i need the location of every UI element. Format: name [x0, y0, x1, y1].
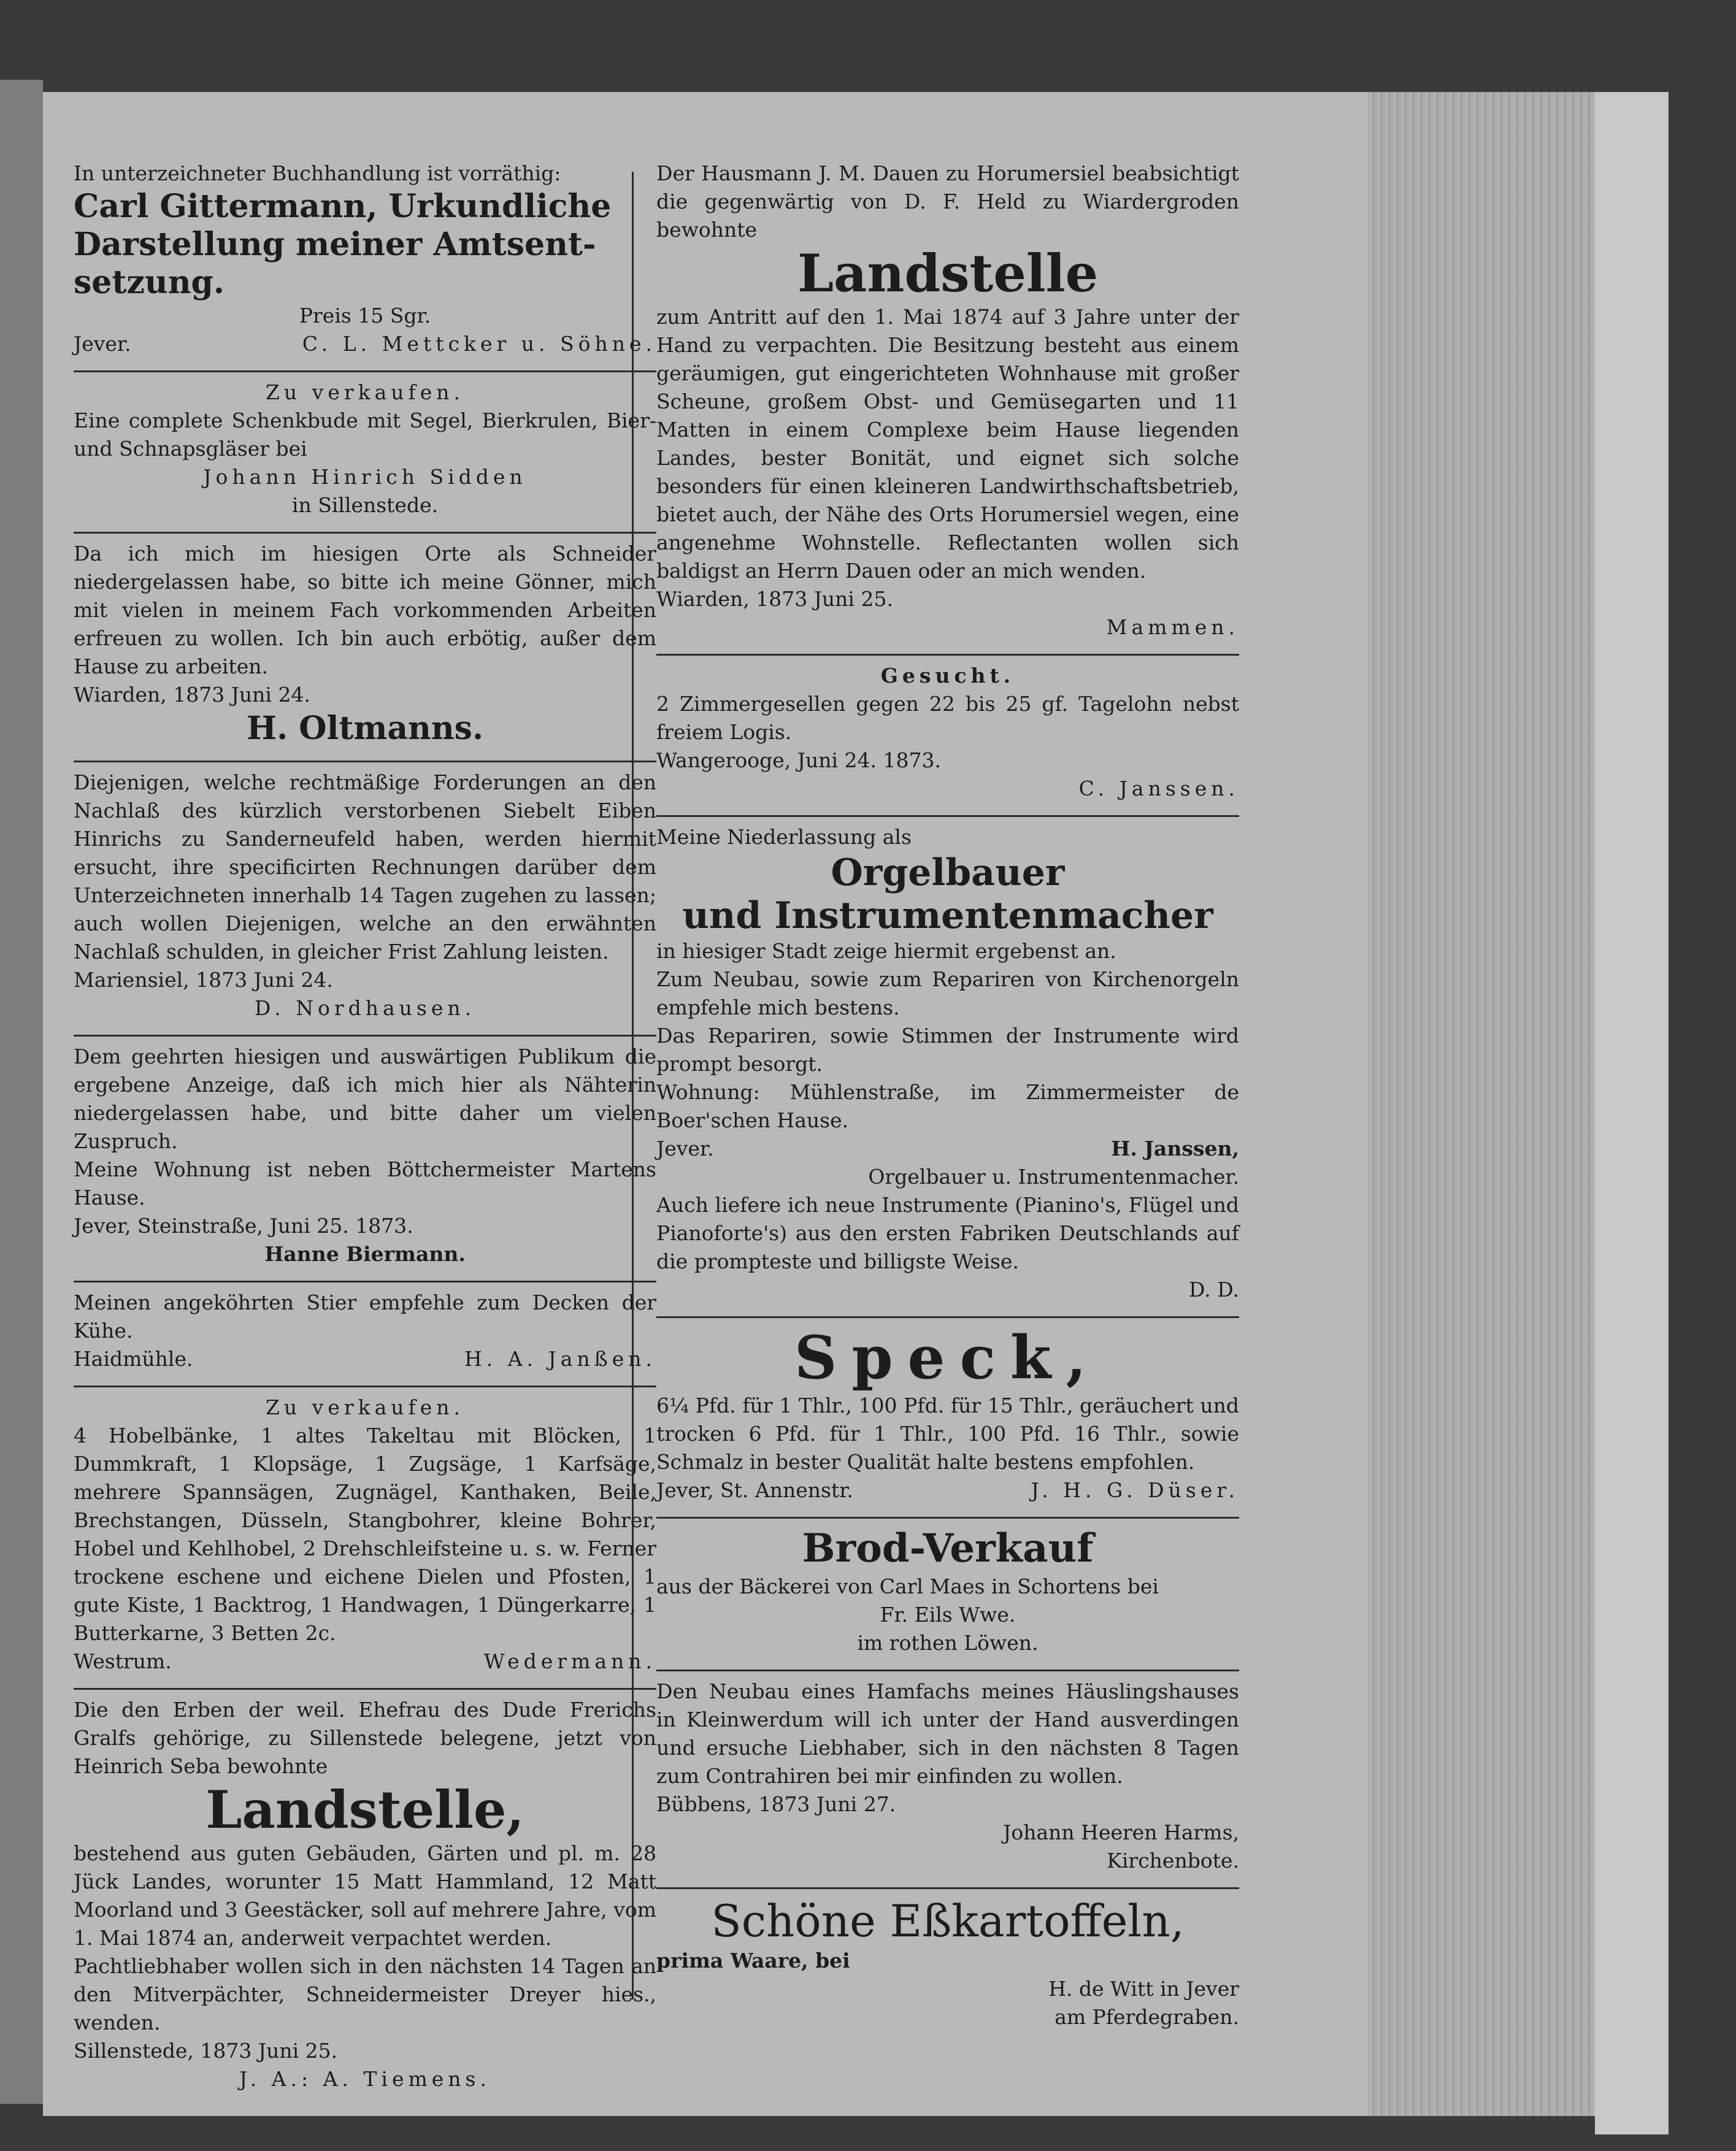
ad-separator [74, 532, 656, 534]
ad-separator [74, 1688, 656, 1690]
signature: Hanne Biermann. [264, 1242, 466, 1266]
signature-place: in Sillenstede. [291, 493, 439, 517]
ad-body: Dem geehrten hiesigen und auswärtigen Publikum die ergebene Anzeige, daß ich mich hier als Nähterin niedergelassen habe, und bitte daher um vielen Zuspruch. [74, 1045, 656, 1153]
place: Haidmühle. [74, 1347, 193, 1371]
ad-separator [656, 815, 1239, 817]
ad-body: Den Neubau eines Hamfachs meines Häuslingshauses in Kleinwerdum will ich unter der Hand ausverdingen und ersuche Liebhaber, sich in den nächsten 8 Tagen zum Contrahiren bei mir einfinden zu wollen. [656, 1679, 1239, 1788]
ad-heading: Zu verkaufen. [265, 380, 465, 404]
ad-body: Wohnung: Mühlenstraße, im Zimmermeister de Boer'schen Hause. [656, 1080, 1239, 1132]
ad-date: Mariensiel, 1873 Juni 24. [74, 968, 333, 992]
ad-heading: Schöne Eßkartoffeln, [711, 1895, 1185, 1947]
ad-date: Wiarden, 1873 Juni 25. [656, 587, 893, 611]
ad-body: aus der Bäckerei von Carl Maes in Schortens bei [656, 1574, 1159, 1598]
ad-heading: Speck, [794, 1323, 1101, 1392]
ad-gittermann [74, 159, 656, 367]
ad-landstelle-sillenstede [74, 1696, 656, 2102]
ad-orgelbauer [656, 823, 1239, 1313]
signature: J. H. G. Düser. [1031, 1478, 1239, 1502]
place: Jever. [656, 1137, 714, 1160]
ad-heading: Zu verkaufen. [265, 1395, 465, 1419]
ad-body: Da ich mich im hiesigen Orte als Schneider niedergelassen habe, so bitte ich meine Gönner, mich mit vielen in meinem Fach vorkommenden Arbeiten erfreuen zu wollen. Ich bin auch erbötig, außer dem Hause zu arbeiten. [74, 542, 656, 678]
place: Jever. [74, 332, 131, 356]
ad-heading: Brod-Verkauf [802, 1525, 1094, 1571]
ad-separator [656, 1517, 1239, 1519]
ad-body: zum Antritt auf den 1. Mai 1874 auf 3 Jahre unter der Hand zu verpachten. Die Besitzung besteht aus einem geräumigen, gut eingerichteten Wohnhause mit großer Scheune, großem Obst- und Gemüsegarten und 11 Matten in einem Complexe beim Hause liegenden Landes, bester Bonität, und eignet sich solche besonders für einen kleineren Landwirthschaftsbetrieb, bietet auch, der Nähe des Orts Horumersiel wegen, eine angenehme Wohnstelle. Reflectanten wollen sich baldigst an Herrn Dauen oder an mich wenden. [656, 305, 1239, 583]
signature-title: Orgelbauer u. Instrumentenmacher. [868, 1165, 1239, 1189]
ad-separator [74, 1386, 656, 1387]
signature: D. D. [1188, 1278, 1239, 1302]
book-cover [1595, 92, 1669, 2134]
ad-date: Wangerooge, Juni 24. 1873. [656, 748, 941, 772]
ad-heading-2: und Instrumentenmacher [682, 894, 1213, 937]
ad-body: 2 Zimmergesellen gegen 22 bis 25 gf. Tagelohn nebst freiem Logis. [656, 692, 1239, 744]
ad-date: Wiarden, 1873 Juni 24. [74, 683, 310, 707]
ad-body: Eine complete Schenkbude mit Segel, Bierkrulen, Bier- und Schnapsgläser bei [74, 408, 656, 461]
ad-separator [74, 1281, 656, 1283]
ad-heading: Landstelle, [205, 1779, 524, 1840]
ad-heading: Orgelbauer [831, 851, 1065, 894]
left-column [74, 159, 656, 2102]
ad-body: Diejenigen, welche rechtmäßige Forderungen an den Nachlaß des kürzlich verstorbenen Siebelt Eiben Hinrichs zu Sanderneufeld haben, werden hiermit ersucht, ihre specificirten Rechnungen darüber dem Unterzeichneten innerhalb 14 Tagen zugehen zu lassen; auch wollen Diejenigen, welche an den erwähnten Nachlaß schulden, in gleicher Frist Zahlung leisten. [74, 770, 656, 964]
ad-hamfach [656, 1677, 1239, 1884]
signature: Wedermann. [483, 1649, 656, 1673]
signature: H. de Witt in Jever [1048, 1977, 1239, 2001]
ad-separator [656, 1887, 1239, 1889]
signature: H. Oltmanns. [246, 710, 484, 747]
signature: H. A. Janßen. [464, 1347, 656, 1371]
ad-body: Meinen angeköhrten Stier empfehle zum Decken der Kühe. [74, 1290, 656, 1343]
ad-body: bestehend aus guten Gebäuden, Gärten und pl. m. 28 Jück Landes, worunter 15 Matt Hammland, 12 Matt Moorland und 3 Geestäcker, soll auf mehrere Jahre, vom 1. Mai 1874 an, anderweit verpachtet werden. [74, 1841, 656, 1950]
signature-row [74, 1345, 656, 1373]
signature-row [656, 1476, 1239, 1505]
signature-place: am Pferdegraben. [1054, 2005, 1239, 2029]
signature: C. Janssen. [1078, 776, 1239, 800]
ad-schenkbude [74, 378, 656, 528]
ad-intro: Der Hausmann J. M. Dauen zu Horumersiel beabsichtigt die gegenwärtig von D. F. Held zu Wiardergroden bewohnte [656, 161, 1239, 242]
ad-intro: Die den Erben der weil. Ehefrau des Dude Frerichs Gralfs gehörige, zu Sillenstede belegene, jetzt von Heinrich Seba bewohnte [74, 1698, 656, 1778]
ad-body: Meine Wohnung ist neben Böttchermeister Martens Hause. [74, 1157, 656, 1210]
ad-separator [74, 761, 656, 762]
ad-dauen [656, 159, 1239, 650]
signature: H. Janssen, [1111, 1137, 1239, 1160]
ad-kartoffeln [656, 1895, 1239, 2040]
ad-separator [74, 370, 656, 372]
signature-place: im rothen Löwen. [857, 1631, 1039, 1655]
ad-separator [74, 1035, 656, 1037]
signature: Mammen. [1106, 615, 1239, 639]
signature-row [74, 330, 656, 358]
ad-speck [656, 1324, 1239, 1513]
signature: Johann Heeren Harms, [1003, 1820, 1239, 1844]
signature: D. Nordhausen. [254, 996, 476, 1020]
ad-body: 4 Hobelbänke, 1 altes Takeltau mit Blöcken, 1 Dummkraft, 1 Klopsäge, 1 Zugsäge, 1 Karfsäge, mehrere Spannsägen, Zugnägel, Kanthaken, Beile, Brechstangen, Düsseln, Stangbohrer, kleine Bohrer, Hobel und Kehlhobel, 2 Drehschleifsteine u. s. w. Ferner trockene eschene und eichene Dielen und Pfosten, 1 gute Kiste, 1 Backtrog, 1 Handwagen, 1 Düngerkarre, 1 Butterkarne, 3 Betten 2c. [74, 1424, 656, 1645]
signature: C. L. Mettcker u. Söhne. [302, 332, 656, 356]
signature: Johann Hinrich Sidden [203, 465, 527, 489]
ad-heading: Gesucht. [880, 664, 1015, 688]
signature-title: Kirchenbote. [1107, 1849, 1239, 1873]
ad-brod [656, 1525, 1239, 1666]
ad-intro: In unterzeichneter Buchhandlung ist vorräthig: [74, 161, 561, 185]
signature-row [656, 1135, 1239, 1163]
ad-separator [656, 1670, 1239, 1671]
signature-row [74, 1647, 656, 1676]
ad-nachlass [74, 769, 656, 1031]
book-title: Carl Gittermann, Urkundliche Darstellung meiner Amtsent-setzung. [74, 188, 612, 301]
ad-date: Sillenstede, 1873 Juni 25. [74, 2039, 338, 2063]
ad-gesucht [656, 662, 1239, 811]
ad-body: Pachtliebhaber wollen sich in den nächsten 14 Tagen an den Mitverpächter, Schneidermeister Dreyer hies., wenden. [74, 1954, 656, 2034]
ad-schneider [74, 540, 656, 757]
ad-intro: Meine Niederlassung als [656, 825, 912, 849]
ad-body: Auch liefere ich neue Instrumente (Pianino's, Flügel und Pianoforte's) aus den ersten Fabriken Deutschlands auf die prompteste und billigste Weise. [656, 1193, 1239, 1273]
ad-body: Das Repariren, sowie Stimmen der Instrumente wird prompt besorgt. [656, 1024, 1239, 1076]
previous-page-edge [0, 80, 43, 2104]
signature: Fr. Eils Wwe. [880, 1603, 1016, 1627]
ad-separator [656, 1316, 1239, 1318]
ad-body: in hiesiger Stadt zeige hiermit ergebenst an. [656, 939, 1116, 963]
right-column [656, 159, 1239, 2040]
ad-hobelbaenke [74, 1394, 656, 1684]
book-page-edges [1368, 92, 1607, 2116]
ad-heading: Landstelle [797, 243, 1099, 304]
ad-body: Zum Neubau, sowie zum Repariren von Kirchenorgeln empfehle mich bestens. [656, 967, 1239, 1019]
place: Jever, St. Annenstr. [656, 1478, 853, 1502]
ad-separator [656, 654, 1239, 656]
signature: J. A.: A. Tiemens. [239, 2067, 491, 2091]
ad-date: Bübbens, 1873 Juni 27. [656, 1792, 896, 1816]
ad-date: Jever, Steinstraße, Juni 25. 1873. [74, 1214, 413, 1238]
ad-body: prima Waare, bei [656, 1949, 850, 1973]
ad-stier [74, 1289, 656, 1382]
ad-naeherin [74, 1043, 656, 1277]
place: Westrum. [74, 1649, 172, 1673]
ad-body: 6¼ Pfd. für 1 Thlr., 100 Pfd. für 15 Thlr., geräuchert und trocken 6 Pfd. für 1 Thlr., 100 Pfd. 16 Thlr., sowie Schmalz in bester Qualität halte bestens empfohlen. [656, 1394, 1239, 1474]
price: Preis 15 Sgr. [299, 304, 431, 328]
